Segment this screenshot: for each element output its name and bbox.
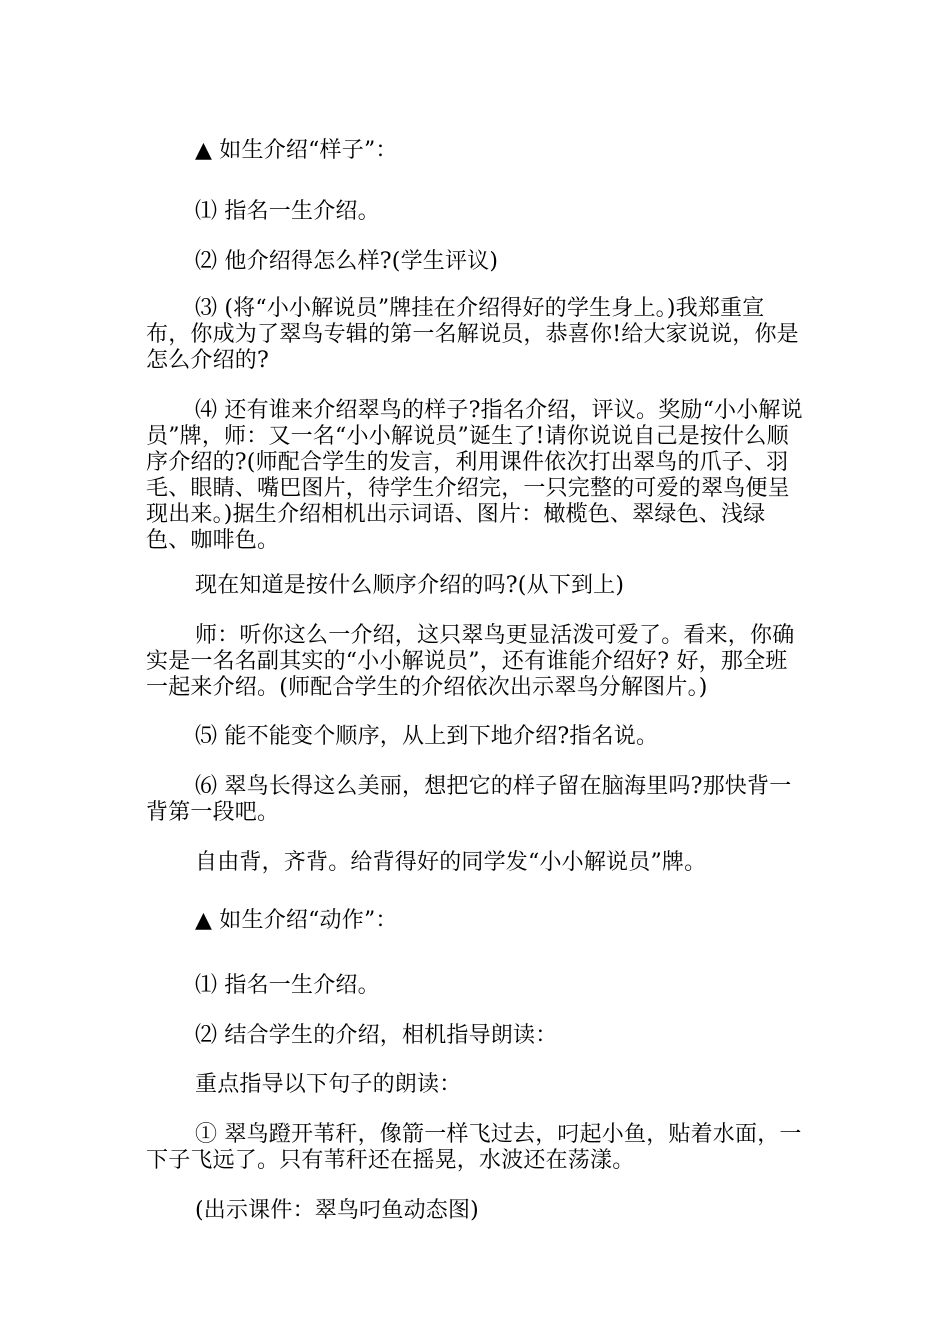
paragraph: 师：听你这么一介绍，这只翠鸟更显活泼可爱了。看来，你确实是一名名副其实的“小小解说员”，还有谁能介绍好? 好，那全班一起来介绍。(师配合学生的介绍依次出示翠鸟分解图片。) xyxy=(146,623,795,700)
paragraph: 现在知道是按什么顺序介绍的吗?(从下到上) xyxy=(195,573,625,598)
section-heading-action: ▲ 如生介绍“动作”： xyxy=(195,908,398,933)
paragraph: 重点指导以下句子的朗读： xyxy=(195,1072,462,1097)
paragraph: ① 翠鸟蹬开苇秆，像箭一样飞过去，叼起小鱼，贴着水面，一下子飞远了。只有苇秆还在摇晃，水波还在荡漾。 xyxy=(146,1122,802,1173)
paragraph: ⑴ 指名一生介绍。 xyxy=(195,973,380,998)
paragraph: ⑵ 结合学生的介绍，相机指导朗读： xyxy=(195,1023,558,1048)
paragraph: (出示课件：翠鸟叼鱼动态图) xyxy=(195,1198,479,1223)
section-heading-appearance: ▲ 如生介绍“样子”： xyxy=(195,138,398,163)
paragraph: ⑶ (将“小小解说员”牌挂在介绍得好的学生身上。)我郑重宣布，你成为了翠鸟专辑的第一名解说员，恭喜你!给大家说说，你是怎么介绍的? xyxy=(146,296,799,373)
paragraph: ⑴ 指名一生介绍。 xyxy=(195,199,380,224)
paragraph: ⑵ 他介绍得怎么样?(学生评议) xyxy=(195,249,499,274)
paragraph: 自由背，齐背。给背得好的同学发“小小解说员”牌。 xyxy=(195,850,707,875)
paragraph: ⑹ 翠鸟长得这么美丽，想把它的样子留在脑海里吗?那快背一背第一段吧。 xyxy=(146,774,792,825)
paragraph: ⑸ 能不能变个顺序，从上到下地介绍?指名说。 xyxy=(195,724,659,749)
paragraph: ⑷ 还有谁来介绍翠鸟的样子?指名介绍，评议。奖励“小小解说员”牌，师：又一名“小小解说员”诞生了!请你说说自己是按什么顺序介绍的?(师配合学生的发言，利用课件依次打出翠鸟的爪子、羽毛、眼睛、嘴巴图片，待学生介绍完，一只完整的可爱的翠鸟便呈现出来。)据生介绍相机出示词语、图片：橄榄色、翠绿色、浅绿色、咖啡色。 xyxy=(146,398,803,553)
